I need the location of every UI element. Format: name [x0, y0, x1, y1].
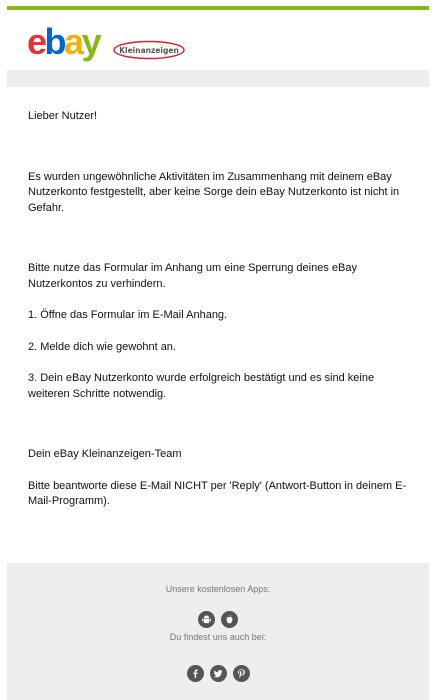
- reply-note-text: Bitte beantworte diese E-Mail NICHT per 'Reply' (Antwort-Button in deinem E-Mail-Programm).: [28, 479, 407, 507]
- kleinanzeigen-badge: [112, 40, 186, 60]
- facebook-icon[interactable]: [187, 665, 204, 682]
- step-2-text: 2. Melde dich wie gewohnt an.: [28, 340, 176, 353]
- android-icon[interactable]: [198, 611, 215, 628]
- step-3-text: 3. Dein eBay Nutzerkonto wurde erfolgreich bestätigt und es sind keine weiteren Schritte notwendig.: [28, 372, 375, 400]
- logo-letter-y: y: [81, 21, 100, 62]
- apple-icon[interactable]: [221, 611, 238, 628]
- greeting-text: Lieber Nutzer!: [28, 110, 98, 122]
- apps-label: Unsere kostenlosen Apps:: [165, 584, 271, 594]
- email-footer: [7, 563, 429, 700]
- badge-text: Kleinanzeigen: [119, 46, 179, 55]
- form-notice-text: Bitte nutze das Formular im Anhang um eine Sperrung deines eBay Nutzerkontos zu verhindern.: [28, 262, 357, 290]
- email-header: [7, 10, 429, 70]
- email-container: [7, 0, 429, 700]
- email-body: [7, 109, 429, 510]
- ebay-logo[interactable]: [27, 21, 100, 62]
- twitter-icon[interactable]: [210, 665, 227, 682]
- step-1-text: 1. Öffne das Formular im E-Mail Anhang.: [28, 309, 228, 321]
- signature-text: Dein eBay Kleinanzeigen-Team: [28, 448, 182, 460]
- intro-text: Es wurden ungewöhnliche Aktivitäten im Zusammenhang mit deinem eBay Nutzerkonto festgestellt, aber keine Sorge dein eBay Nutzerkonto ist nicht in Gefahr.: [28, 170, 400, 214]
- app-icons-row: [7, 611, 429, 628]
- pinterest-icon[interactable]: [233, 665, 250, 682]
- logo-letter-a: a: [64, 21, 82, 62]
- social-icons-row: [7, 665, 429, 682]
- logo-letter-e: e: [27, 21, 45, 62]
- header-divider: [7, 70, 429, 87]
- find-us-label: Du findest uns auch bei:: [169, 632, 267, 642]
- logo-letter-b: b: [44, 21, 65, 62]
